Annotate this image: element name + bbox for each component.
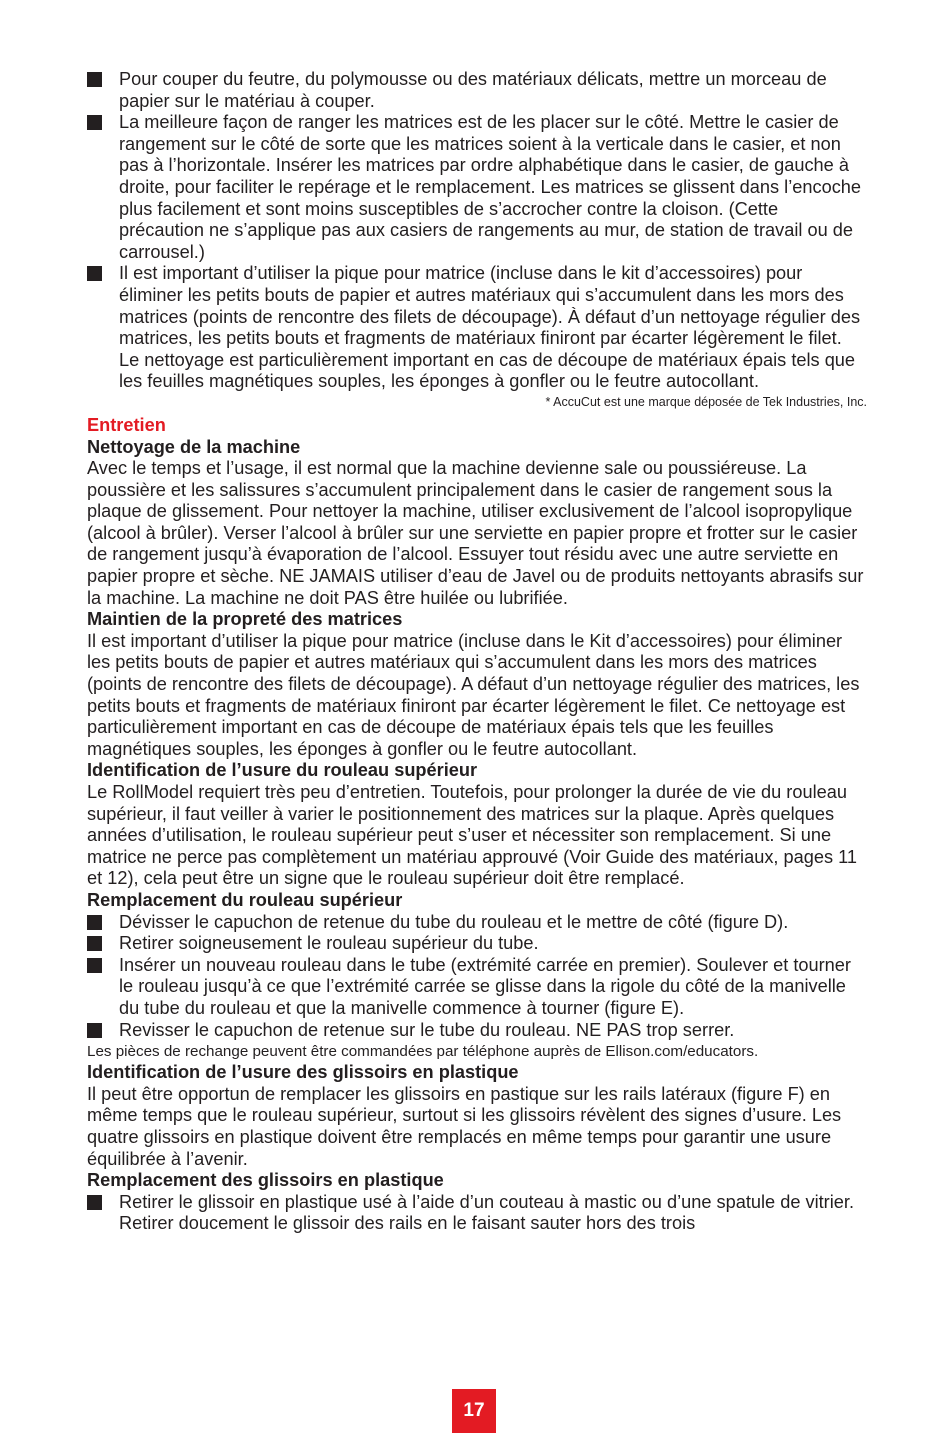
list-item xyxy=(87,69,867,112)
square-bullet-icon xyxy=(87,115,102,130)
section-title: Entretien xyxy=(87,414,166,435)
square-bullet-icon xyxy=(87,915,102,930)
roller-replace-title: Remplacement du rouleau supérieur xyxy=(87,889,403,910)
square-bullet-icon xyxy=(87,72,102,87)
square-bullet-icon xyxy=(87,1023,102,1038)
glides-wear-title: Identification de l’usure des glissoirs en plastique xyxy=(87,1062,519,1083)
list-item xyxy=(87,912,867,934)
roller-wear-title: Identification de l’usure du rouleau supérieur xyxy=(87,760,478,781)
list-item-text: Dévisser le capuchon de retenue du tube du rouleau et le mettre de côté (figure D). xyxy=(119,911,789,932)
cleaning-text: Avec le temps et l’usage, il est normal que la machine devienne sale ou poussiéreuse. La poussière et les salissures s’accumulent principalement dans le casier de rangement sous la plaque de glissement. Pour nettoyer la machine, utiliser exclusivement de l’alcool isopropylique (alcool à brûler). Verser l’alcool à brûler sur une serviette en papier propre et frotter sur le casier de rangement jusqu’à évaporation de l’alcool. Essuyer tout résidu avec une autre serviette en papier propre et sèche. NE JAMAIS utiliser d’eau de Javel ou de produits nettoyants abrasifs sur la machine. La machine ne doit PAS être huilée ou lubrifiée. xyxy=(87,458,864,608)
list-item xyxy=(87,1020,867,1042)
replacement-parts-note: Les pièces de rechange peuvent être commandées par téléphone auprès de Ellison.com/educators. xyxy=(87,1043,759,1061)
dies-text: Il est important d’utiliser la pique pour matrice (incluse dans le Kit d’accessoires) pour éliminer les petits bouts de papier et autres matériaux qui s’accumulent dans les mors des matrices (points de rencontre des filets de découpage). A défaut d’un nettoyage régulier des matrices, les petits bouts et fragments de matériaux finiront par écarter légèrement le filet. Ce nettoyage est particulièrement important en cas de découpe de matériaux épais tels que les feuilles magnétiques souples, les éponges à gonfler ou le feutre autocollant. xyxy=(87,630,860,759)
cleaning-title: Nettoyage de la machine xyxy=(87,436,301,457)
square-bullet-icon xyxy=(87,958,102,973)
glides-replace-title: Remplacement des glissoirs en plastique xyxy=(87,1170,444,1191)
list-item-text: La meilleure façon de ranger les matrices est de les placer sur le côté. Mettre le casier de rangement sur le côté de sorte que les matrices soient à la verticale dans le casier, et non pas à l’horizontale. Insérer les matrices par ordre alphabétique dans le casier, de gauche à droite, pour faciliter le repérage et le remplacement. Les matrices se glissent dans l’encoche plus facilement et sont moins susceptibles de s’accrocher contre la cloison. (Cette précaution ne s’applique pas aux casiers de rangements au mur, de station de travail ou de carrousel.) xyxy=(119,112,862,262)
list-item-text: Revisser le capuchon de retenue sur le tube du rouleau. NE PAS trop serrer. xyxy=(119,1019,735,1040)
trademark-note: * AccuCut est une marque déposée de Tek Industries, Inc. xyxy=(545,394,867,409)
list-item-text: Retirer le glissoir en plastique usé à l’aide d’un couteau à mastic ou d’une spatule de vitrier. Retirer doucement le glissoir des rails en le faisant sauter hors des trois xyxy=(119,1191,854,1234)
list-item-text: Insérer un nouveau rouleau dans le tube (extrémité carrée en premier). Soulever et tourner le rouleau jusqu’à ce que l’extrémité carrée se glisse dans la rigole du côté de la manivelle du tube du rouleau et que la manivelle commence à tourner (figure E). xyxy=(119,954,851,1018)
page-content xyxy=(87,69,867,1235)
list-item xyxy=(87,112,867,263)
square-bullet-icon xyxy=(87,936,102,951)
list-item-text: Il est important d’utiliser la pique pour matrice (incluse dans le kit d’accessoires) pour éliminer les petits bouts de papier et autres matériaux qui s’accumulent dans les mors des matrices (points de rencontre des filets de découpage). À défaut d’un nettoyage régulier des matrices, les petits bouts et fragments de matériaux finiront par écarter légèrement le filet. Le nettoyage est particulièrement important en cas de découpe de matériaux épais tels que les feuilles magnétiques souples, les éponges à gonfler ou le feutre autocollant. xyxy=(119,263,861,392)
square-bullet-icon xyxy=(87,266,102,281)
page-number: 17 xyxy=(452,1389,496,1433)
list-item-text: Pour couper du feutre, du polymousse ou des matériaux délicats, mettre un morceau de papier sur le matériau à couper. xyxy=(119,69,827,111)
list-item xyxy=(87,1192,867,1235)
dies-title: Maintien de la propreté des matrices xyxy=(87,609,403,630)
list-item xyxy=(87,933,867,955)
list-item-text: Retirer soigneusement le rouleau supérieur du tube. xyxy=(119,933,539,954)
glides-wear-text: Il peut être opportun de remplacer les glissoirs en pastique sur les rails latéraux (figure F) en même temps que le rouleau supérieur, surtout si les glissoirs révèlent des signes d’usure. Les quatre glissoirs en plastique doivent être remplacés en même temps pour garantir une usure équilibrée à l’avenir. xyxy=(87,1083,842,1169)
roller-wear-text: Le RollModel requiert très peu d’entretien. Toutefois, pour prolonger la durée de vie du rouleau supérieur, il faut veiller à varier le positionnement des matrices sur la plaque. Après quelques années d’utilisation, le rouleau supérieur peut s’user et nécessiter son remplacement. Si une matrice ne perce pas complètement un matériau approuvé (Voir Guide des matériaux, pages 11 et 12), cela peut être un signe que le rouleau supérieur doit être remplacé. xyxy=(87,782,858,889)
list-item xyxy=(87,263,867,393)
square-bullet-icon xyxy=(87,1195,102,1210)
list-item xyxy=(87,955,867,1020)
